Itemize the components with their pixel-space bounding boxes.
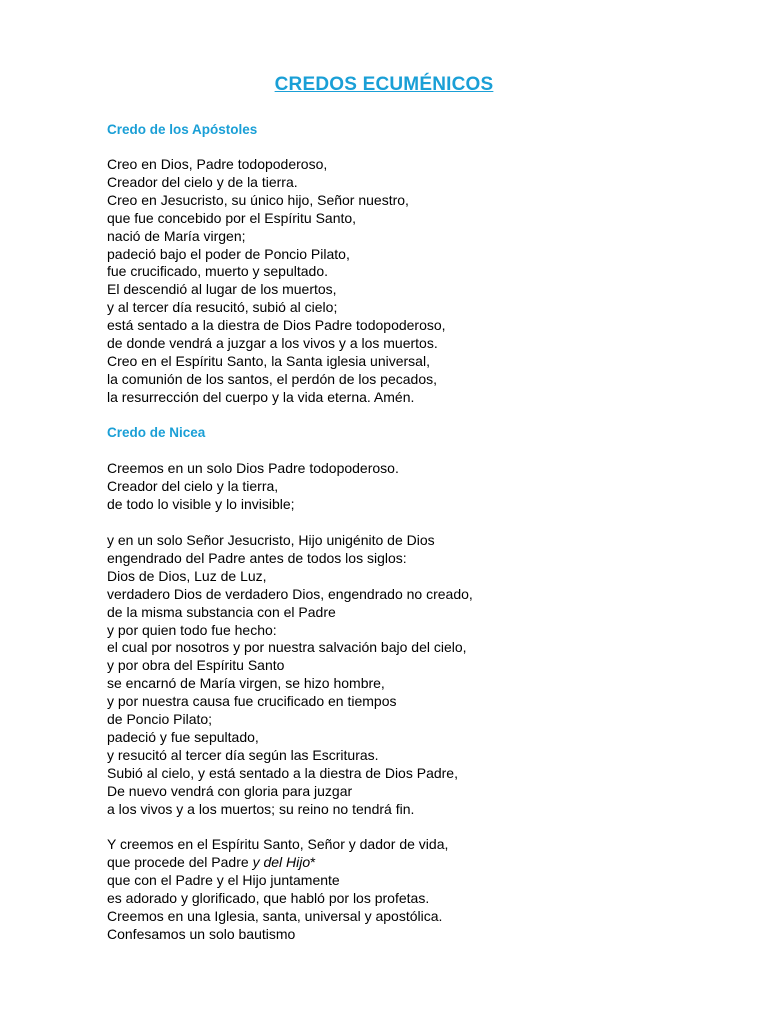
text-line: se encarnó de María virgen, se hizo hombre, [107,675,385,692]
text-line: está sentado a la diestra de Dios Padre todopoderoso, [107,317,446,334]
text-line: de la misma substancia con el Padre [107,603,336,620]
italic-text: y del Hijo [252,853,311,870]
text-line: El descendió al lugar de los muertos, [107,281,337,298]
text-line: Creemos en una Iglesia, santa, universal y apostólica. [107,907,443,924]
text-line-with-italic [107,854,448,872]
text-line: y resucitó al tercer día según las Escrituras. [107,746,379,763]
text-line: que fue concebido por el Espíritu Santo, [107,209,357,226]
text-line: de donde vendrá a juzgar a los vivos y a los muertos. [107,335,438,352]
text-line: a los vivos y a los muertos; su reino no tendrá fin. [107,800,415,817]
asterisk-mark: * [310,853,316,870]
nicene-creed-paragraph-1 [107,460,399,514]
text-line: Creo en Dios, Padre todopoderoso, [107,156,328,172]
text-line: y por obra del Espíritu Santo [107,657,285,674]
page-title: CREDOS ECUMÉNICOS [274,74,494,95]
section-heading-nicea: Credo de Nicea [107,425,206,440]
text-line: y por quien todo fue hecho: [107,621,277,638]
text-line: Dios de Dios, Luz de Luz, [107,567,267,584]
text-line: de todo lo visible y lo invisible; [107,495,295,512]
text-line: de Poncio Pilato; [107,711,213,728]
text-line: y por nuestra causa fue crucificado en tiempos [107,693,397,710]
text-span: que procede del Padre [107,853,253,870]
text-line: Y creemos en el Espíritu Santo, Señor y dador de vida, [107,836,449,852]
text-line: nació de María virgen; [107,227,246,244]
apostles-creed-text [107,156,446,407]
text-line: Creemos en un solo Dios Padre todopoderoso. [107,460,399,476]
text-line: Subió al cielo, y está sentado a la diestra de Dios Padre, [107,764,458,781]
text-line: Creo en el Espíritu Santo, la Santa iglesia universal, [107,352,430,369]
text-line: Confesamos un solo bautismo [107,925,296,942]
text-line: padeció y fue sepultado, [107,728,259,745]
text-line: y en un solo Señor Jesucristo, Hijo unigénito de Dios [107,532,435,548]
text-line: y al tercer día resucitó, subió al cielo; [107,299,338,316]
text-line: el cual por nosotros y por nuestra salvación bajo del cielo, [107,639,467,656]
text-line: padeció bajo el poder de Poncio Pilato, [107,245,350,262]
text-line: que con el Padre y el Hijo juntamente [107,871,340,888]
nicene-creed-paragraph-3 [107,836,448,943]
text-line: engendrado del Padre antes de todos los siglos: [107,549,407,566]
text-line: fue crucificado, muerto y sepultado. [107,263,329,280]
nicene-creed-paragraph-2 [107,532,473,819]
text-line: es adorado y glorificado, que habló por los profetas. [107,889,430,906]
text-line: verdadero Dios de verdadero Dios, engendrado no creado, [107,585,473,602]
text-line: Creo en Jesucristo, su único hijo, Señor nuestro, [107,191,409,208]
text-line: Creador del cielo y de la tierra. [107,173,298,190]
text-line: Creador del cielo y la tierra, [107,477,279,494]
text-line: De nuevo vendrá con gloria para juzgar [107,782,353,799]
text-line: la comunión de los santos, el perdón de los pecados, [107,370,437,387]
text-line: la resurrección del cuerpo y la vida eterna. Amén. [107,388,415,405]
section-heading-apostles: Credo de los Apóstoles [107,122,258,137]
